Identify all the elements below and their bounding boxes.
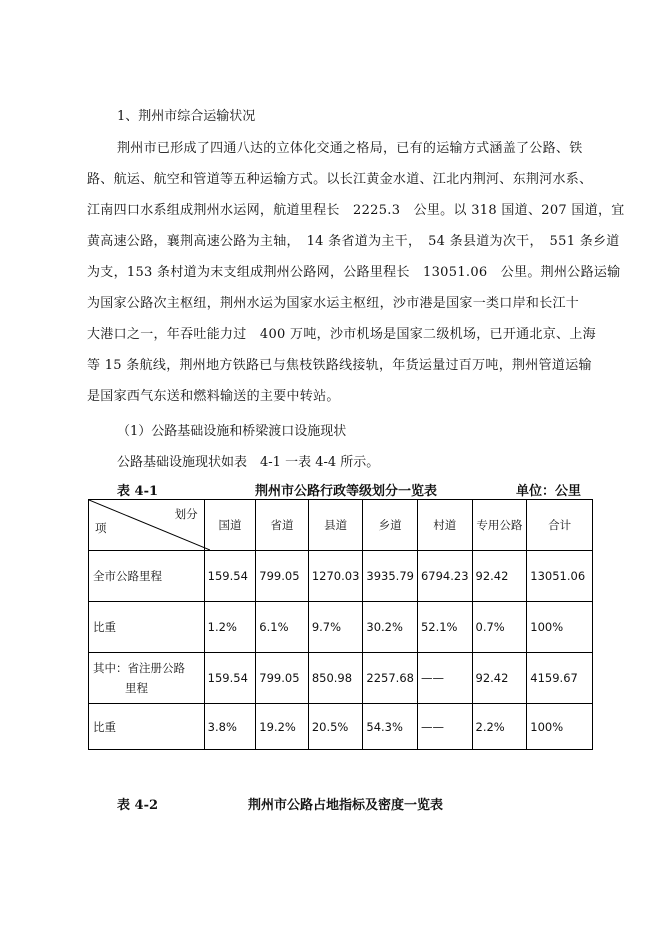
table1-unit: 单位：公里 <box>516 484 582 499</box>
corner-col-label: 划分 <box>174 507 198 521</box>
row-label: 全市公路里程 <box>89 551 205 602</box>
table1-title: 荆州市公路行政等级划分一览表 <box>255 484 438 499</box>
subheading: （1）公路基础设施和桥梁渡口设施现状 <box>117 424 347 439</box>
table-cell: —— <box>417 704 472 750</box>
corner-row-label: 项 <box>95 521 107 535</box>
paragraph-line: 大港口之一，年吞吐能力过 400 万吨，沙市机场是国家二级机场，已开通北京、上海 <box>87 327 596 342</box>
table1 <box>88 499 593 750</box>
paragraph-line: 是国家西气东送和燃料输送的主要中转站。 <box>87 389 340 404</box>
table-cell: 30.2% <box>363 602 418 653</box>
table-cell: 0.7% <box>472 602 527 653</box>
table-cell: —— <box>417 653 472 704</box>
table-cell: 159.54 <box>204 653 256 704</box>
paragraph-line: 荆州市已形成了四通八达的立体化交通之格局，已有的运输方式涵盖了公路、铁 <box>117 141 583 156</box>
table-corner-cell <box>89 500 205 551</box>
table-cell: 13051.06 <box>527 551 593 602</box>
table2-number: 表 4-2 <box>117 798 159 813</box>
table-cell: 54.3% <box>363 704 418 750</box>
column-header: 专用公路 <box>472 500 527 551</box>
table-cell: 6794.23 <box>417 551 472 602</box>
row-label: 比重 <box>89 602 205 653</box>
table-cell: 1.2% <box>204 602 256 653</box>
section-heading: 1、荆州市综合运输状况 <box>117 109 256 124</box>
table-cell: 3935.79 <box>363 551 418 602</box>
column-header: 村道 <box>417 500 472 551</box>
intro-sentence: 公路基础设施现状如表 4-1 一表 4-4 所示。 <box>117 455 380 470</box>
table1-number: 表 4-1 <box>117 484 159 499</box>
table-cell: 1270.03 <box>308 551 363 602</box>
paragraph-line: 江南四口水系组成荆州水运网，航道里程长 2225.3 公里。以 318 国道、207 国道，宜 <box>87 203 625 218</box>
table-cell: 2.2% <box>472 704 527 750</box>
table-cell: 799.05 <box>256 653 309 704</box>
table2-title: 荆州市公路占地指标及密度一览表 <box>248 798 444 813</box>
table-row <box>89 704 593 750</box>
paragraph <box>87 133 625 412</box>
paragraph-line: 为支，153 条村道为末支组成荆州公路网，公路里程长 13051.06 公里。荆州公路运输 <box>87 265 621 280</box>
row-label: 比重 <box>89 704 205 750</box>
table-cell: 100% <box>527 602 593 653</box>
row-label-line2: 里程 <box>125 681 148 695</box>
column-header: 乡道 <box>363 500 418 551</box>
table-cell: 159.54 <box>204 551 256 602</box>
table-cell: 92.42 <box>472 653 527 704</box>
column-header: 合计 <box>527 500 593 551</box>
table-cell: 4159.67 <box>527 653 593 704</box>
table-row <box>89 653 593 704</box>
column-header: 省道 <box>256 500 309 551</box>
table-cell: 52.1% <box>417 602 472 653</box>
paragraph-line: 等 15 条航线，荆州地方铁路已与焦枝铁路线接轨，年货运量过百万吨，荆州管道运输 <box>87 358 592 373</box>
row-label-line1: 其中：省注册公路 <box>93 661 185 675</box>
table-cell: 799.05 <box>256 551 309 602</box>
table-cell: 3.8% <box>204 704 256 750</box>
row-label <box>89 653 205 704</box>
table-cell: 100% <box>527 704 593 750</box>
table-header-row <box>89 500 593 551</box>
table-cell: 92.42 <box>472 551 527 602</box>
table-cell: 6.1% <box>256 602 309 653</box>
column-header: 县道 <box>308 500 363 551</box>
table-row <box>89 602 593 653</box>
table-cell: 9.7% <box>308 602 363 653</box>
table-row <box>89 551 593 602</box>
paragraph-line: 为国家公路次主枢纽，荆州水运为国家水运主枢纽，沙市港是国家一类口岸和长江十 <box>87 296 580 311</box>
table-cell: 2257.68 <box>363 653 418 704</box>
paragraph-line: 黄高速公路，襄荆高速公路为主轴， 14 条省道为主干， 54 条县道为次干， 551 条乡道 <box>87 234 620 249</box>
table-cell: 850.98 <box>308 653 363 704</box>
column-header: 国道 <box>204 500 256 551</box>
paragraph-line: 路、航运、航空和管道等五种运输方式。以长江黄金水道、江北内荆河、东荆河水系、 <box>87 172 593 187</box>
table-cell: 19.2% <box>256 704 309 750</box>
table-cell: 20.5% <box>308 704 363 750</box>
